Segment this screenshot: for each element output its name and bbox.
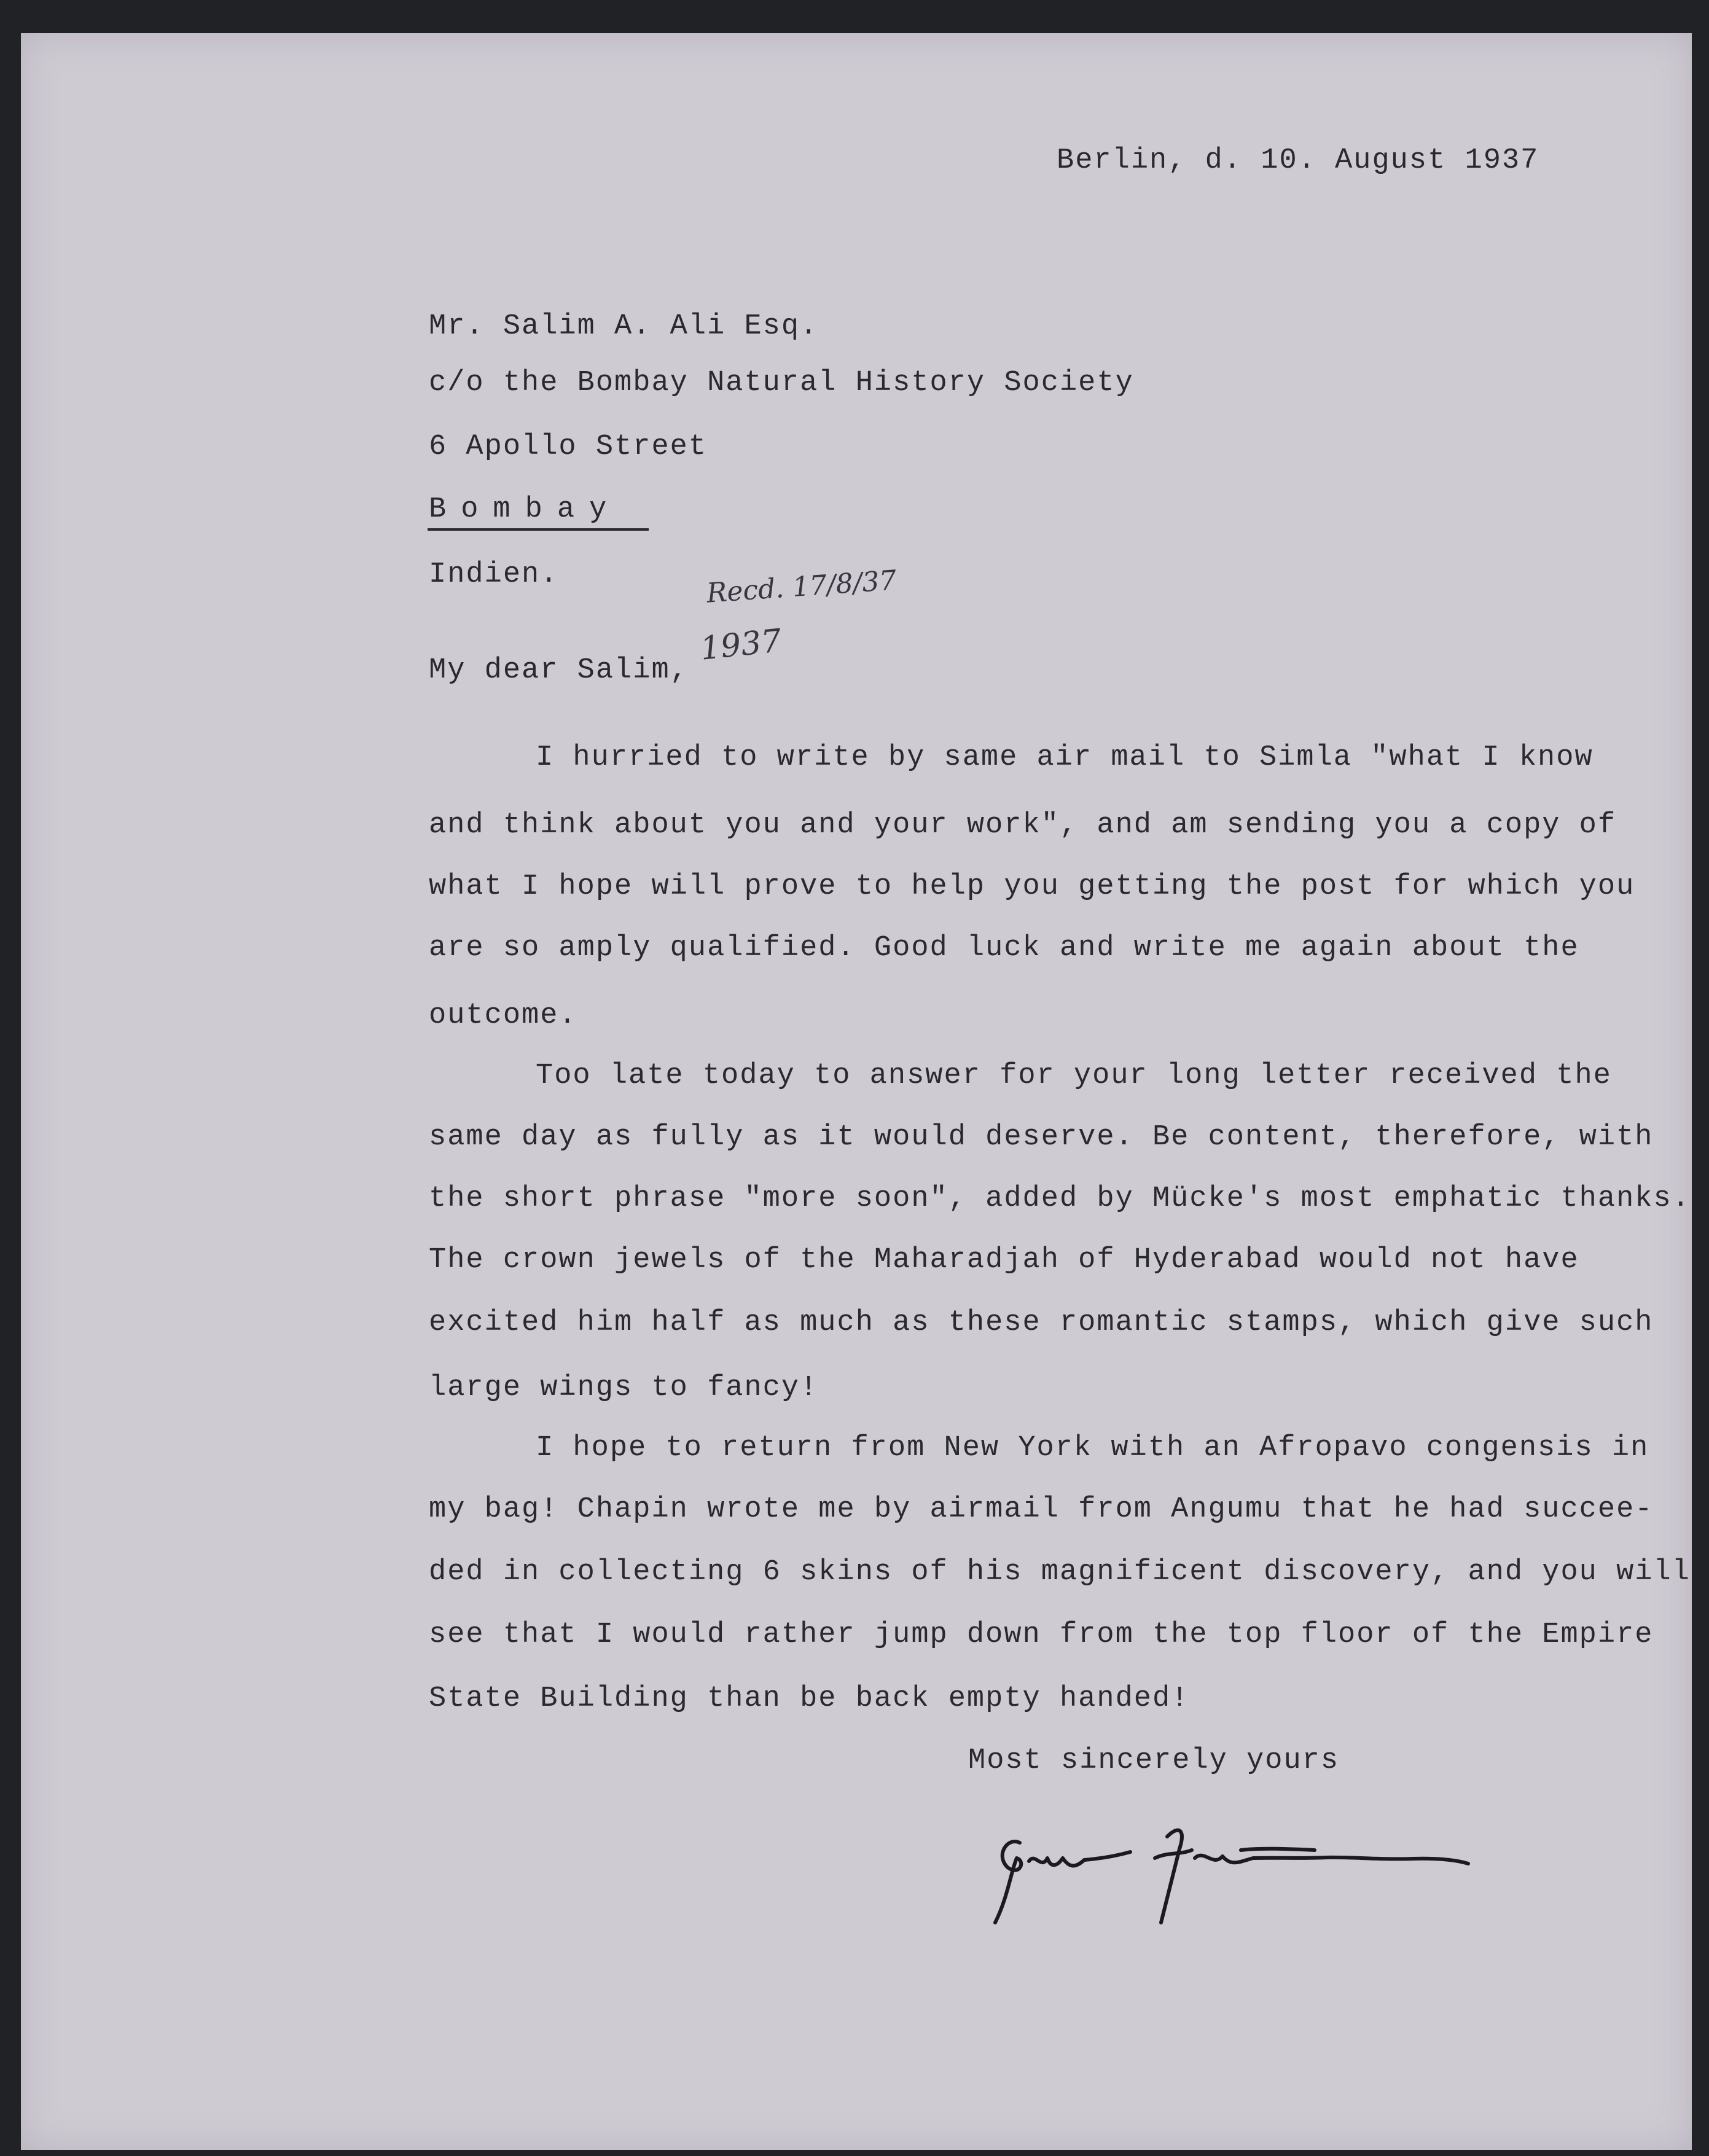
signature-drawing (983, 1800, 1499, 1941)
paragraph-2-line: large wings to fancy! (429, 1372, 819, 1404)
handwritten-signature (983, 1800, 1499, 1941)
paragraph-1-line: outcome. (429, 999, 577, 1032)
paragraph-1-line: are so amply qualified. Good luck and write me again about the (429, 932, 1579, 964)
paragraph-2-line: excited him half as much as these romantic stamps, which give such (429, 1306, 1654, 1339)
handwritten-received-note: Recd. 17/8/37 (705, 564, 898, 609)
paragraph-3-line: my bag! Chapin wrote me by airmail from Angumu that he had succee- (429, 1493, 1654, 1526)
city-underline (428, 528, 649, 531)
paragraph-2-line: The crown jewels of the Maharadjah of Hyderabad would not have (429, 1244, 1579, 1276)
recipient-organization: c/o the Bombay Natural History Society (429, 367, 1134, 399)
letter-salutation: My dear Salim, (429, 654, 689, 687)
paragraph-2-line: same day as fully as it would deserve. Be content, therefore, with (429, 1121, 1654, 1154)
paragraph-3-line: see that I would rather jump down from the top floor of the Empire (429, 1619, 1654, 1651)
paragraph-2-line: Too late today to answer for your long letter received the (536, 1060, 1612, 1092)
paragraph-1-line: I hurried to write by same air mail to Simla "what I know (536, 741, 1594, 774)
paragraph-1-line: what I hope will prove to help you getting the post for which you (429, 870, 1635, 903)
recipient-country: Indien. (429, 558, 559, 591)
letter-closing: Most sincerely yours (968, 1744, 1340, 1777)
paragraph-3-line: I hope to return from New York with an Afropavo congensis in (536, 1432, 1649, 1464)
paragraph-3-line: State Building than be back empty handed! (429, 1682, 1190, 1715)
paragraph-1-line: and think about you and your work", and am sending you a copy of (429, 809, 1617, 842)
handwritten-year-note: 1937 (698, 622, 784, 668)
recipient-street: 6 Apollo Street (429, 431, 708, 463)
paragraph-3-line: ded in collecting 6 skins of his magnificent discovery, and you will (429, 1556, 1691, 1588)
recipient-city: Bombay (429, 493, 622, 526)
letter-dateline: Berlin, d. 10. August 1937 (1057, 144, 1539, 177)
recipient-name: Mr. Salim A. Ali Esq. (429, 310, 819, 343)
paragraph-2-line: the short phrase "more soon", added by Mücke's most emphatic thanks. (429, 1182, 1691, 1215)
